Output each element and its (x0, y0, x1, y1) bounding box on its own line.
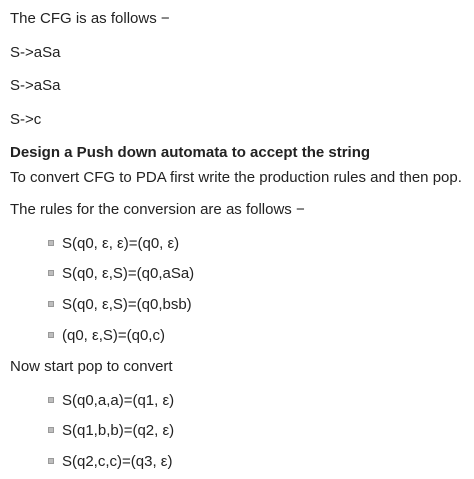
bullet-icon (48, 270, 54, 276)
production-line: S->aSa (10, 44, 61, 61)
intro-text: The CFG is as follows − (10, 10, 170, 27)
rule-list-item (48, 265, 194, 283)
rule-list-item (48, 296, 192, 314)
pop-text: S(q2,c,c)=(q3, ε) (62, 453, 173, 470)
section-heading: Design a Push down automata to accept the string (10, 144, 371, 161)
paragraph-rules-intro: The rules for the conversion are as follows − (10, 201, 305, 218)
rule-text: S(q0, ε,S)=(q0,aSa) (62, 265, 195, 282)
rule-list-item (48, 327, 165, 345)
bullet-icon (48, 458, 54, 464)
paragraph-pop: Now start pop to convert (10, 358, 173, 375)
rule-list-item (48, 235, 179, 253)
pop-text: S(q1,b,b)=(q2, ε) (62, 422, 175, 439)
pop-text: S(q0,a,a)=(q1, ε) (62, 392, 175, 409)
pop-list-item (48, 392, 174, 410)
bullet-icon (48, 301, 54, 307)
rule-text: S(q0, ε, ε)=(q0, ε) (62, 235, 180, 252)
pop-list-item (48, 453, 172, 471)
rule-text: S(q0, ε,S)=(q0,bsb) (62, 296, 192, 313)
production-line: S->aSa (10, 77, 61, 94)
paragraph-convert: To convert CFG to PDA first write the production rules and then pop. (10, 169, 462, 186)
production-line: S->c (10, 111, 42, 128)
bullet-icon (48, 240, 54, 246)
bullet-icon (48, 397, 54, 403)
bullet-icon (48, 427, 54, 433)
bullet-icon (48, 332, 54, 338)
rule-text: (q0, ε,S)=(q0,c) (62, 327, 165, 344)
pop-list-item (48, 422, 174, 440)
